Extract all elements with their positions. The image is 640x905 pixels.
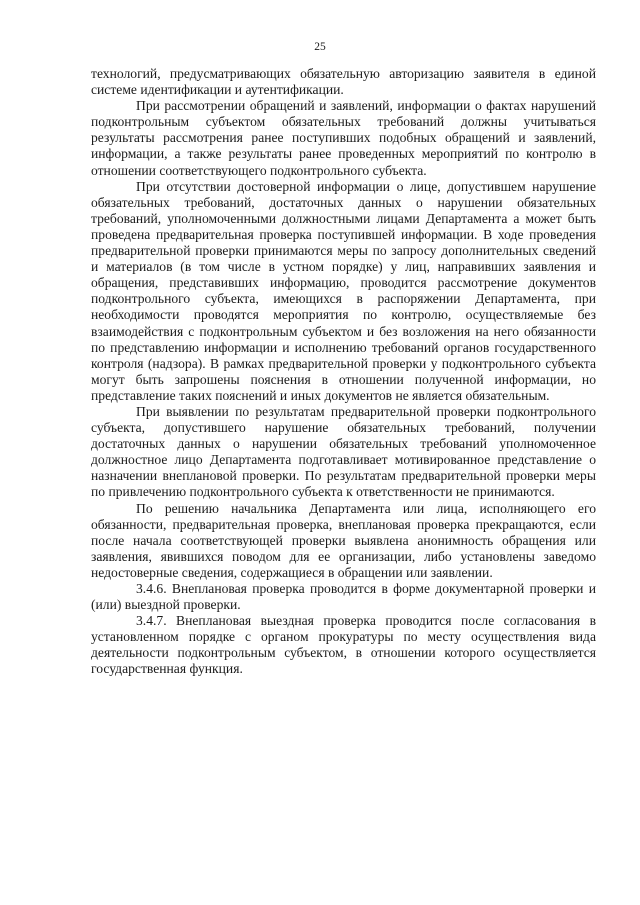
paragraph-continuation: технологий, предусматривающих обязательную авторизацию заявителя в единой системе идентификации и аутентификации. (91, 66, 596, 98)
paragraph-preliminary-check: При отсутствии достоверной информации о лице, допустившем нарушение обязательных требований, достаточных данных о нарушении обязательных требований, уполномоченными должностными лицами Департамента а может быть проведена предварительная проверка поступившей информации. В ходе проведения предварительной проверки принимаются меры по запросу дополнительных сведений и материалов (в том числе в устном порядке) у лиц, направивших заявления и обращения, представивших информацию, проводится рассмотрение документов подконтрольного субъекта, имеющихся в распоряжении Департамента, при необходимости проводятся мероприятия по контролю, осуществляемые без взаимодействия с подконтрольным субъектом и без возложения на него обязанности по представлению информации и исполнению требований органов государственного контроля (надзора). В рамках предварительной проверки у подконтрольного субъекта могут быть запрошены пояснения в отношении полученной информации, но представление таких пояснений и иных документов не является обязательным. (91, 178, 596, 403)
page-number: 25 (314, 41, 326, 53)
paragraph-violation-detected: При выявлении по результатам предварительной проверки подконтрольного субъекта, допустившего нарушение обязательных требований, получении достаточных данных о нарушении обязательных требований уполномоченное должностное лицо Департамента подготавливает мотивированное представление о назначении внеплановой проверки. По результатам предварительной проверки меры по привлечению подконтрольного субъекта к ответственности не принимаются. (91, 403, 596, 500)
paragraph-3-4-6: 3.4.6. Внеплановая проверка проводится в форме документарной проверки и (или) выездной проверки. (91, 581, 596, 613)
paragraph-3-4-7: 3.4.7. Внеплановая выездная проверка проводится после согласования в установленном порядке с органом прокуратуры по месту осуществления вида деятельности подконтрольным субъектом, в отношении которого осуществляется государственная функция. (91, 613, 596, 677)
document-body (91, 66, 596, 678)
paragraph-consideration-of-appeals: При рассмотрении обращений и заявлений, информации о фактах нарушений подконтрольным субъектом обязательных требований должны учитываться результаты рассмотрения ранее поступивших подобных обращений и заявлений, информации, а также результаты ранее проведенных мероприятий по контролю в отношении соответствующего подконтрольного субъекта. (91, 98, 596, 178)
paragraph-check-termination: По решению начальника Департамента или лица, исполняющего его обязанности, предварительная проверка, внеплановая проверка прекращаются, если после начала соответствующей проверки выявлена анонимность обращения или заявления, явившихся поводом для ее организации, либо установлены заведомо недостоверные сведения, содержащиеся в обращении или заявлении. (91, 500, 596, 580)
